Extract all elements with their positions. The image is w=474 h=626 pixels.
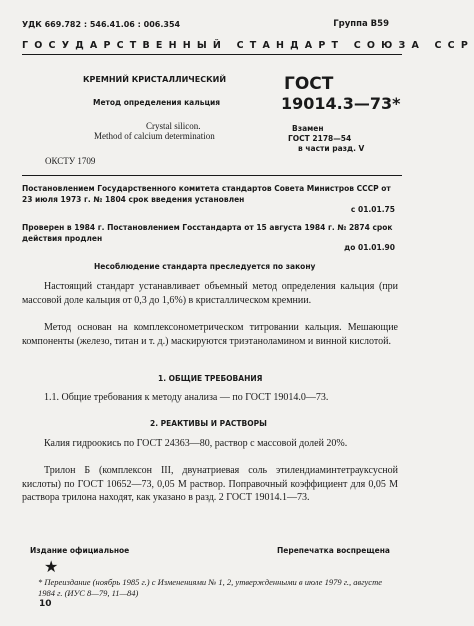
official-edition: Издание официальное bbox=[30, 546, 130, 555]
document-subtitle: Метод определения кальция bbox=[93, 98, 221, 107]
standard-header: ГОСУДАРСТВЕННЫЙ СТАНДАРТ СОЮЗА ССР bbox=[22, 40, 474, 51]
paragraph-1-1: 1.1. Общие требования к методу анализа — по ГОСТ 19014.0—73. bbox=[44, 392, 329, 403]
reprint-prohibited: Перепечатка воспрещена bbox=[276, 546, 390, 555]
gost-label: ГОСТ bbox=[284, 74, 334, 94]
paragraph-reagent-trilon: Трилон Б (комплексон III, двунатриевая соль этилендиаминтетрауксусной кислоты) по ГОСТ 10652—73, 0,05 М раствор. Поправочный коэффициент для 0,05 М раствора трилона находят, как указано в разд. 2 ГОСТ 19014.1—73. bbox=[22, 465, 398, 503]
paragraph-reagent-koh: Калия гидроокись по ГОСТ 24363—80, раствор с массовой долей 20%. bbox=[44, 438, 348, 449]
section-heading-2: 2. РЕАКТИВЫ И РАСТВОРЫ bbox=[150, 419, 267, 428]
checked-text: Проверен в 1984 г. Постановлением Госстандарта от 15 августа 1984 г. № 2874 срок действия продлен bbox=[22, 223, 393, 243]
title-divider bbox=[22, 175, 402, 176]
okstu-code: ОКСТУ 1709 bbox=[45, 156, 96, 166]
checked-date: до 01.01.90 bbox=[344, 243, 395, 252]
english-subtitle: Method of calcium determination bbox=[94, 131, 215, 141]
gost-number: 19014.3—73* bbox=[281, 94, 401, 113]
paragraph-scope: Настоящий стандарт устанавливает объемный метод определения кальция (при массовой доле кальция от 0,3 до 1,6%) в кристаллическом кремнии. bbox=[22, 281, 398, 306]
legal-warning: Несоблюдение стандарта преследуется по закону bbox=[94, 262, 316, 271]
header-divider bbox=[22, 54, 402, 55]
group-code: Группа В59 bbox=[333, 19, 389, 29]
page-number: 10 bbox=[39, 599, 52, 609]
udk-code: УДК 669.782 : 546.41.06 : 006.354 bbox=[22, 20, 181, 29]
decree-text: Постановлением Государственного комитета стандартов Совета Министров СССР от 23 июля 1973 г. № 1804 срок введения установлен bbox=[22, 184, 391, 204]
section-heading-1: 1. ОБЩИЕ ТРЕБОВАНИЯ bbox=[158, 374, 263, 383]
decree-date: с 01.01.75 bbox=[350, 205, 395, 214]
star-icon: ★ bbox=[44, 557, 59, 576]
replaces-label: Взамен bbox=[292, 124, 324, 133]
paragraph-method: Метод основан на комплексонометрическом титровании кальция. Мешающие компоненты (железо, титан и т. д.) маскируются триэтаноламином и винной кислотой. bbox=[22, 322, 398, 347]
document-title: КРЕМНИЙ КРИСТАЛЛИЧЕСКИЙ bbox=[83, 75, 227, 84]
reissue-footnote: * Переиздание (ноябрь 1985 г.) с Изменениями № 1, 2, утвержденными в июле 1979 г., августе 1984 г. (ИУС 8—79, 11—84) bbox=[38, 577, 382, 598]
english-title: Crystal silicon. bbox=[146, 121, 201, 131]
replaces-part: в части разд. V bbox=[298, 144, 365, 153]
replaces-value: ГОСТ 2178—54 bbox=[288, 134, 352, 143]
